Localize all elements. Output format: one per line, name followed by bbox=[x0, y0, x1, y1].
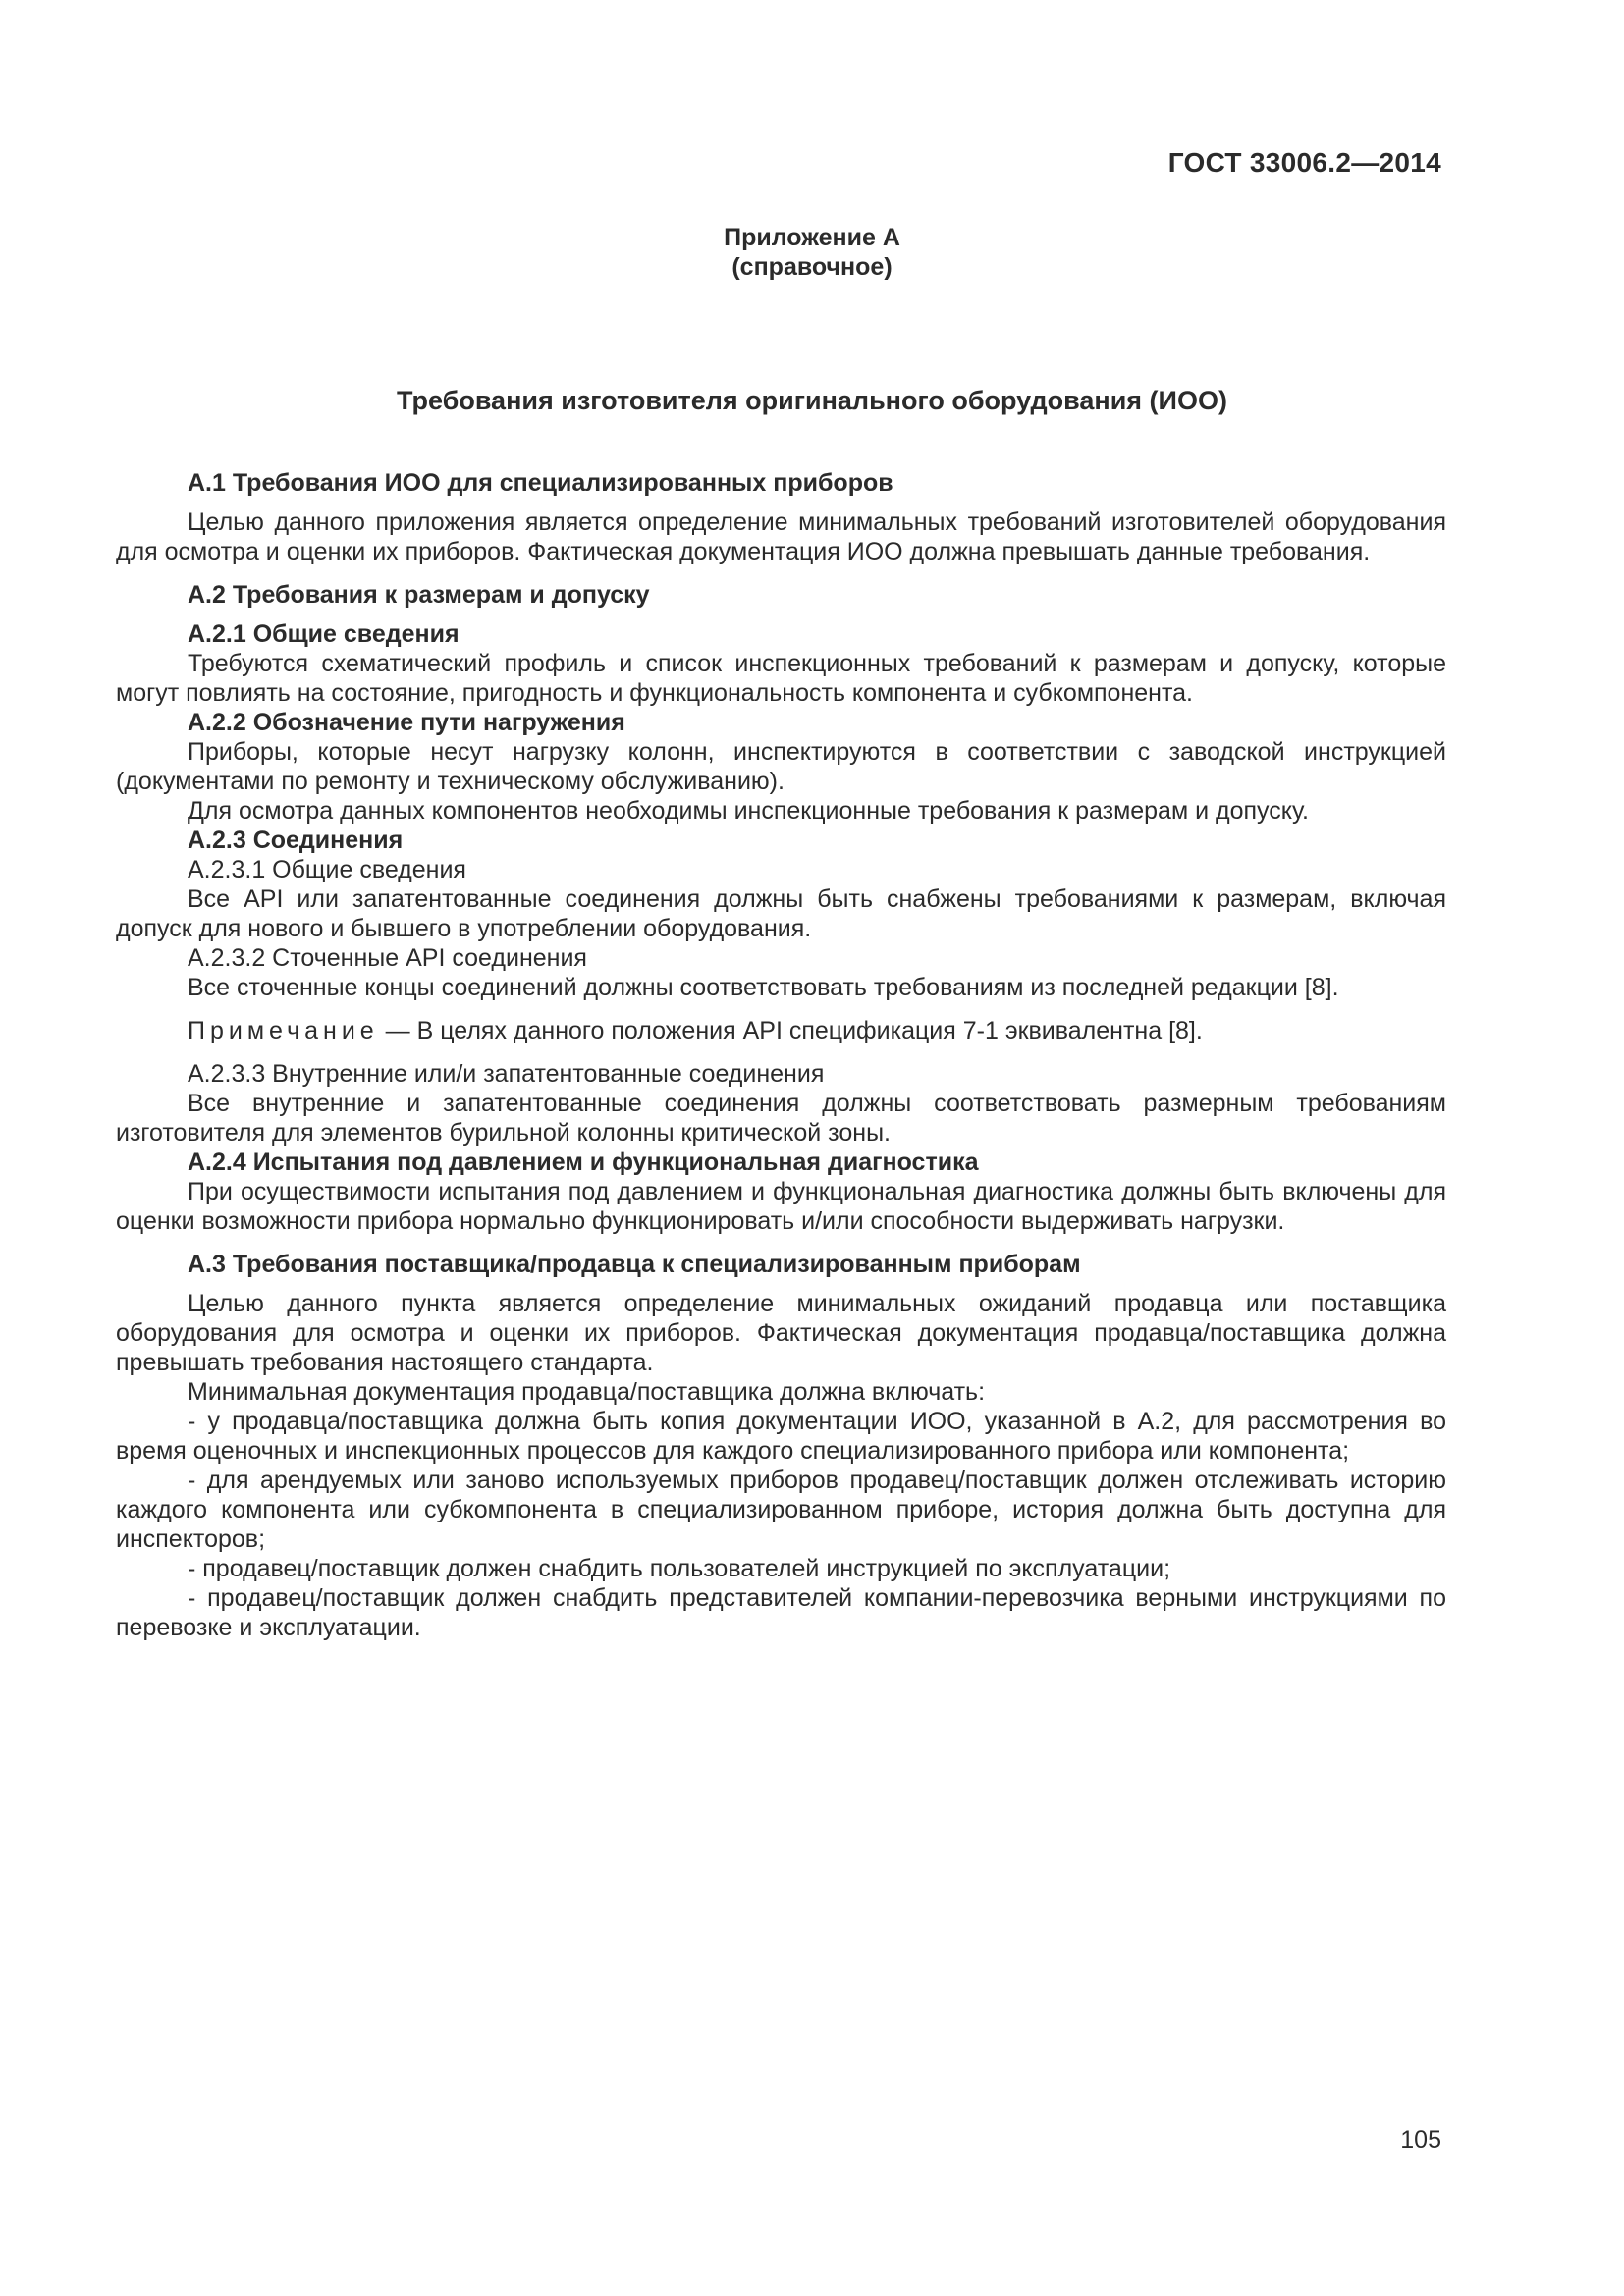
paragraph: Для осмотра данных компонентов необходимы инспекционные требования к размерам и допуску. bbox=[188, 797, 1309, 825]
paragraph: Все API или запатентованные соединения должны быть снабжены требованиями к размерам, включая допуск для нового и бывшего в употреблении оборудования. bbox=[116, 885, 1446, 942]
section-heading-a1: А.1 Требования ИОО для специализированных приборов bbox=[188, 469, 893, 497]
section-heading-a22: А.2.2 Обозначение пути нагружения bbox=[188, 709, 625, 736]
paragraph: При осуществимости испытания под давлением и функциональная диагностика должны быть включены для оценки возможности прибора нормально функционировать и/или способности выдерживать нагрузки. bbox=[116, 1178, 1446, 1235]
section-heading-a2: А.2 Требования к размерам и допуску bbox=[188, 581, 650, 609]
list-item: - продавец/поставщик должен снабдить представителей компании-перевозчика верными инструкциями по перевозке и эксплуатации. bbox=[116, 1584, 1446, 1641]
section-heading-a21: А.2.1 Общие сведения bbox=[188, 620, 460, 648]
document-number: ГОСТ 33006.2—2014 bbox=[1167, 147, 1441, 178]
subsection-heading-a232: А.2.3.2 Сточенные API соединения bbox=[188, 944, 587, 972]
subsection-heading-a233: А.2.3.3 Внутренние или/и запатентованные соединения bbox=[188, 1060, 825, 1088]
appendix-kind: (справочное) bbox=[731, 253, 893, 281]
paragraph: Все внутренние и запатентованные соединения должны соответствовать размерным требованиям изготовителя для элементов бурильной колонны критической зоны. bbox=[116, 1090, 1446, 1147]
paragraph: Приборы, которые несут нагрузку колонн, инспектируются в соответствии с заводской инструкцией (документами по ремонту и техническому обслуживанию). bbox=[116, 738, 1446, 795]
list-item: - у продавца/поставщика должна быть копия документации ИОО, указанной в А.2, для рассмотрения во время оценочных и инспекционных процессов для каждого специализированного прибора или компонента; bbox=[116, 1408, 1446, 1465]
section-heading-a23: А.2.3 Соединения bbox=[188, 827, 404, 854]
list-item: - продавец/поставщик должен снабдить пользователей инструкцией по эксплуатации; bbox=[188, 1555, 1171, 1582]
note-text: — В целях данного положения API спецификация 7-1 эквивалентна [8]. bbox=[378, 1017, 1203, 1044]
section-heading-a3: А.3 Требования поставщика/продавца к специализированным приборам bbox=[188, 1251, 1081, 1278]
document-body bbox=[116, 468, 1446, 1642]
note bbox=[116, 1016, 1446, 1045]
note-label: Примечание bbox=[188, 1017, 379, 1044]
page-number: 105 bbox=[1400, 2126, 1441, 2154]
list-item: - для арендуемых или заново используемых приборов продавец/поставщик должен отслеживать историю каждого компонента или субкомпонента в специализированном приборе, история должна быть доступна для инспекторов; bbox=[116, 1467, 1446, 1553]
paragraph: Все сточенные концы соединений должны соответствовать требованиям из последней редакции [8]. bbox=[188, 974, 1339, 1001]
paragraph: Целью данного приложения является определение минимальных требований изготовителей оборудования для осмотра и оценки их приборов. Фактическая документация ИОО должна превышать данные требования. bbox=[116, 508, 1446, 565]
section-heading-a24: А.2.4 Испытания под давлением и функциональная диагностика bbox=[188, 1148, 979, 1176]
subsection-heading-a231: А.2.3.1 Общие сведения bbox=[188, 856, 466, 883]
paragraph: Минимальная документация продавца/поставщика должна включать: bbox=[188, 1378, 986, 1406]
appendix-title: Требования изготовителя оригинального оборудования (ИОО) bbox=[397, 386, 1227, 415]
paragraph: Требуются схематический профиль и список инспекционных требований к размерам и допуску, которые могут повлиять на состояние, пригодность и функциональность компонента и субкомпонента. bbox=[116, 650, 1446, 707]
paragraph: Целью данного пункта является определение минимальных ожиданий продавца или поставщика оборудования для осмотра и оценки их приборов. Фактическая документация продавца/поставщика должна превышать требования настоящего стандарта. bbox=[116, 1290, 1446, 1376]
appendix-label: Приложение А bbox=[724, 224, 900, 251]
appendix-heading bbox=[0, 223, 1624, 282]
